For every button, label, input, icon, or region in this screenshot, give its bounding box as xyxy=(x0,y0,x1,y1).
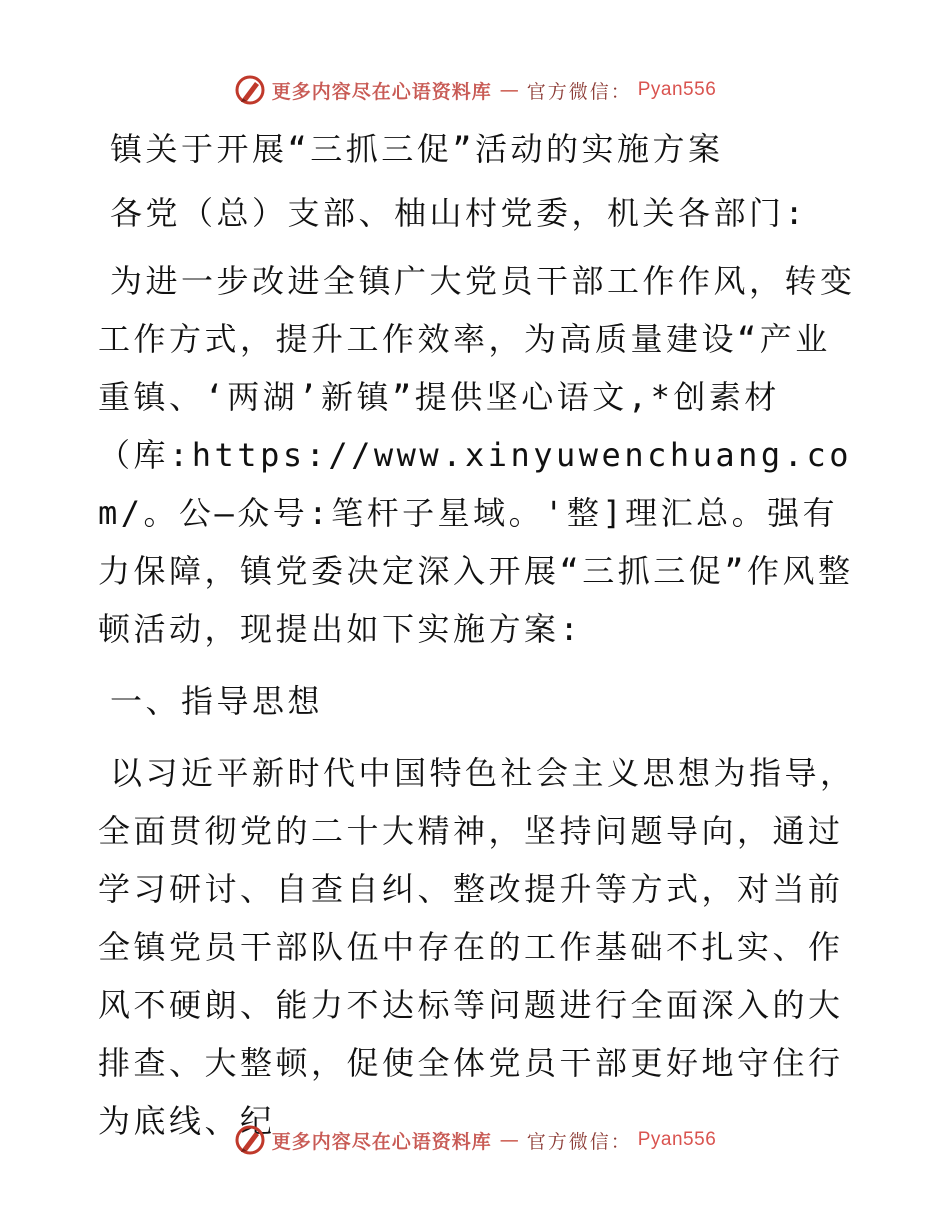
banner-dash: — xyxy=(499,79,519,101)
banner-slogan: 更多内容尽在心语资料库 xyxy=(271,80,492,103)
paragraph-guiding-ideology-text: 以习近平新时代中国特色社会主义思想为指导，全面贯彻党的二十大精神，坚持问题导向，通过学习研讨、自查自纠、整改提升等方式，对当前全镇党员干部队伍中存在的工作基础不扎实、作风不硬朗、能力不达标等问题进行全面深入的大排查、大整顿，促使全体党员干部更好地守住行为底线、纪 xyxy=(98,754,856,1140)
page-footer-banner xyxy=(0,1120,950,1160)
pen-logo-icon xyxy=(234,74,266,106)
banner xyxy=(234,1124,717,1156)
banner-wechat-id: Pyan556 xyxy=(637,79,717,100)
document-title: 镇关于开展“三抓三促”活动的实施方案 xyxy=(110,130,724,168)
banner-slogan: 更多内容尽在心语资料库 xyxy=(271,1130,492,1153)
pen-logo-icon xyxy=(234,1124,266,1156)
document-body xyxy=(98,120,858,1150)
banner-wechat-label: 官方微信： xyxy=(526,80,632,103)
paragraph-intro-text: 为进一步改进全镇广大党员干部工作作风，转变工作方式，提升工作效率，为高质量建设“产业重镇、‘两湖’新镇”提供坚心语文,*创素材（库:https://www.xinyuwenchuang.com/。公—众号:笔杆子星域。'整]理汇总。强有力保障，镇党委决定深入开展“三抓三促”作风整顿活动，现提出如下实施方案: xyxy=(98,262,856,648)
banner-dash: — xyxy=(499,1129,519,1151)
section-heading-guiding-ideology: 一、指导思想 xyxy=(110,682,324,720)
paragraph-intro xyxy=(98,252,858,658)
banner-wechat-id: Pyan556 xyxy=(637,1129,717,1150)
document-salutation: 各党（总）支部、柚山村党委，机关各部门: xyxy=(110,194,808,232)
page-header-banner xyxy=(0,70,950,110)
paragraph-guiding-ideology xyxy=(98,744,858,1150)
banner-wechat-label: 官方微信： xyxy=(526,1130,632,1153)
banner xyxy=(234,74,717,106)
